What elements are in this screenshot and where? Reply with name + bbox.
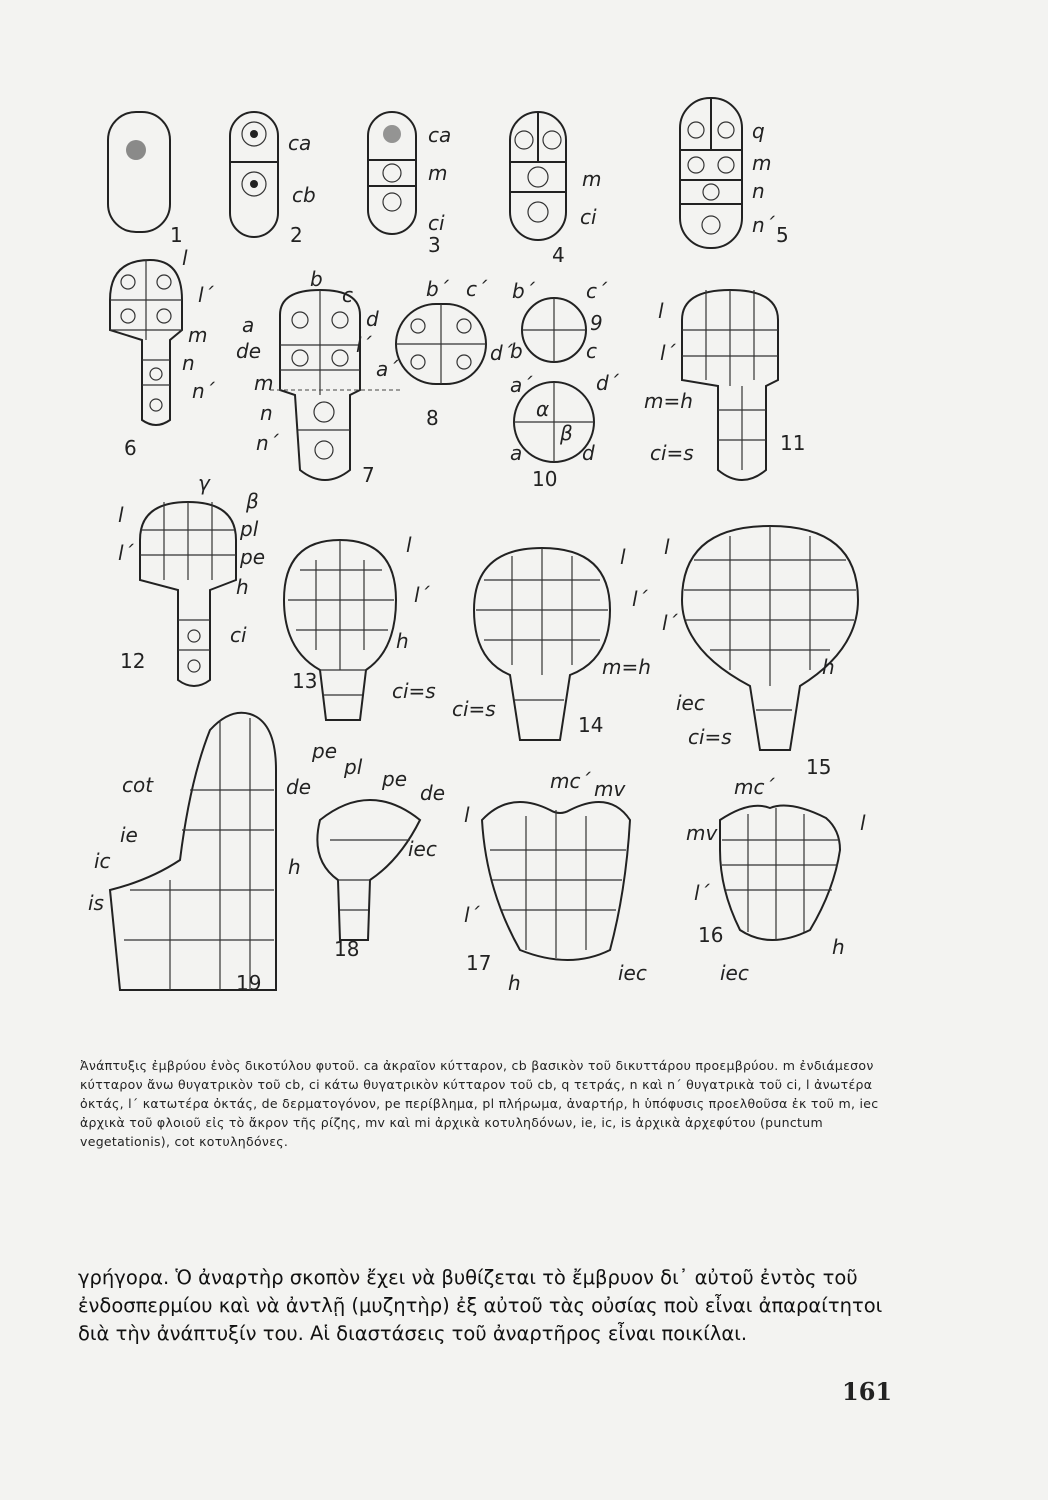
- page-number: 161: [842, 1377, 893, 1406]
- label-ca-3: ca: [428, 123, 452, 147]
- stage-number-5: 5: [776, 223, 789, 247]
- label-ci-eq-s-14: ci=s: [452, 697, 496, 721]
- label-n-5: n: [752, 179, 765, 203]
- label-ic-19: ic: [94, 849, 111, 873]
- label-l-prime-16: l΄: [694, 881, 710, 905]
- label-l-15: l: [664, 535, 670, 559]
- label-h-18: h: [288, 855, 301, 879]
- label-l-prime-8: l΄: [356, 333, 372, 357]
- label-ci-4: ci: [580, 205, 597, 229]
- stage-9-10-drawing: [510, 279, 620, 491]
- label-ie-19: ie: [120, 823, 138, 847]
- stage-number-17: 17: [466, 951, 492, 975]
- stage-5-drawing: [680, 98, 789, 248]
- stage-2-drawing: [230, 112, 316, 247]
- label-l-prime-14: l΄: [632, 587, 648, 611]
- label-b-prime-9: b΄: [512, 279, 535, 303]
- label-h-15: h: [822, 655, 835, 679]
- stage-19-drawing: [88, 713, 276, 995]
- label-d-7: d: [366, 307, 379, 331]
- label-iec-15: iec: [676, 691, 705, 715]
- label-ci-3: ci: [428, 211, 445, 235]
- stage-7-drawing: [236, 267, 379, 487]
- label-d-10: d: [582, 441, 595, 465]
- stage-15-drawing: [662, 526, 858, 779]
- label-cb: cb: [292, 183, 316, 207]
- stage-number-2: 2: [290, 223, 303, 247]
- figure-caption: [80, 1056, 910, 1151]
- label-l-prime-12: l΄: [118, 541, 134, 565]
- label-h-12: h: [236, 575, 249, 599]
- label-b-7: b: [310, 267, 323, 291]
- label-c-prime-9: c΄: [586, 279, 607, 303]
- label-l-prime-17: l΄: [464, 903, 480, 927]
- label-n-prime-5: n΄: [752, 213, 775, 237]
- stage-number-18: 18: [334, 937, 360, 961]
- label-m-eq-h-14: m=h: [602, 655, 651, 679]
- label-ci-12: ci: [230, 623, 247, 647]
- stage-number-10: 10: [532, 467, 558, 491]
- label-ci-eq-s-15: ci=s: [688, 725, 732, 749]
- stage-number-9: 9: [590, 311, 603, 335]
- stage-number-11: 11: [780, 431, 806, 455]
- label-b-9: b: [510, 339, 523, 363]
- label-n-prime-7: n΄: [256, 431, 279, 455]
- label-l-13: l: [406, 533, 412, 557]
- label-pe-12: pe: [240, 545, 265, 569]
- label-q-5: q: [752, 119, 765, 143]
- label-a-prime-8: a΄: [376, 357, 399, 381]
- label-c-prime-8: c΄: [466, 277, 487, 301]
- label-a-prime-10: a΄: [510, 373, 533, 397]
- label-gamma-12: γ: [198, 471, 210, 495]
- label-beta-10: β: [560, 421, 573, 445]
- stage-number-6: 6: [124, 436, 137, 460]
- stage-17-drawing: [464, 769, 647, 995]
- label-c-7: c: [342, 283, 353, 307]
- label-l-prime-13: l΄: [414, 583, 430, 607]
- label-iec-16: iec: [720, 961, 749, 985]
- label-m-5: m: [752, 151, 772, 175]
- label-m-6: m: [188, 323, 208, 347]
- label-pl-18: pl: [344, 755, 363, 779]
- label-m-3: m: [428, 161, 448, 185]
- label-mv-17: mv: [594, 777, 626, 801]
- stage-3-drawing: [368, 112, 451, 257]
- stage-number-15: 15: [806, 755, 832, 779]
- stage-13-drawing: [284, 533, 436, 720]
- stage-number-4: 4: [552, 243, 565, 267]
- stage-16-drawing: [686, 775, 866, 985]
- stage-18-drawing: [286, 739, 445, 961]
- stage-11-drawing: [644, 290, 805, 480]
- stage-number-1: 1: [170, 223, 183, 247]
- label-beta-12: β: [246, 489, 259, 513]
- stage-number-13: 13: [292, 669, 318, 693]
- embryo-development-figure: [70, 90, 970, 1030]
- label-d-prime-8: d΄: [490, 341, 513, 365]
- stage-number-12: 12: [120, 649, 146, 673]
- body-text: γρήγορα. Ὁ ἀναρτὴρ σκοπὸν ἔχει νὰ βυθίζεται τὸ ἔμβρυον δι᾽ αὐτοῦ ἐντὸς τοῦ ἐνδοσπερμίου καὶ νὰ ἀντλῇ (μυζητὴρ) ἐξ αὐτοῦ τὰς οὐσίας ποὺ εἶναι ἀπαραίτητοι διὰ τὴν ἀνάπτυξίν του. Αἱ διαστάσεις τοῦ ἀναρτῆρος εἶναι ποικίλαι.: [78, 1266, 883, 1345]
- label-l-11: l: [658, 299, 664, 323]
- label-m-4: m: [582, 167, 602, 191]
- label-pe-18: pe: [312, 739, 337, 763]
- label-de-18: de: [286, 775, 311, 799]
- body-paragraph: [78, 1264, 918, 1348]
- figure-drawing: [70, 90, 970, 1030]
- label-is-19: is: [88, 891, 104, 915]
- label-ca: ca: [288, 131, 312, 155]
- label-iec-17: iec: [618, 961, 647, 985]
- label-mc-prime-16: mc΄: [734, 775, 775, 799]
- label-l-prime-6: l΄: [198, 283, 214, 307]
- label-mc-prime-17: mc΄: [550, 769, 591, 793]
- label-ci-eq-s-11: ci=s: [650, 441, 694, 465]
- stage-6-drawing: [110, 246, 216, 460]
- stage-number-14: 14: [578, 713, 604, 737]
- stage-number-19: 19: [236, 971, 262, 995]
- label-de-7: de: [236, 339, 261, 363]
- stage-number-3: 3: [428, 233, 441, 257]
- stage-4-drawing: [510, 112, 601, 267]
- stage-1-drawing: [108, 112, 183, 247]
- label-alpha-10: α: [536, 397, 550, 421]
- label-a-10: a: [510, 441, 523, 465]
- label-l-12: l: [118, 503, 124, 527]
- label-iec-18: iec: [408, 837, 437, 861]
- label-h-16: h: [832, 935, 845, 959]
- label-pe-18b: pe: [382, 767, 407, 791]
- caption-text: Ἀνάπτυξις ἐμβρύου ἑνὸς δικοτύλου φυτοῦ. ca ἀκραῖον κύτταρον, cb βασικὸν τοῦ δικυττάρου προεμβρύου. m ἐνδιάμεσον κύτταρον ἄνω θυγατρικὸν τοῦ cb, ci κάτω θυγατρικὸν κύτταρον τοῦ cb, q τετράς, n καὶ n΄ θυγατρικὰ τοῦ ci, l ἀνωτέρα ὀκτάς, l΄ κατωτέρα ὀκτάς, de δερματογόνον, pe περίβλημα, pl πλήρωμα, ἀναρτήρ, h ὑπόφυσις προελθοῦσα ἐκ τοῦ m, iec ἀρχικὰ τοῦ φλοιοῦ εἰς τὸ ἄκρον τῆς ρίζης, mv καὶ mi ἀρχικὰ κοτυληδόνων, ie, ic, is ἀρχικὰ ἀρχεφύτου (punctum vegetationis), cot κοτυληδόνες.: [80, 1058, 879, 1149]
- label-l-prime-11: l΄: [660, 341, 676, 365]
- label-n-7: n: [260, 401, 273, 425]
- stage-14-drawing: [452, 545, 651, 740]
- label-l-14: l: [620, 545, 626, 569]
- stage-number-7: 7: [362, 463, 375, 487]
- label-n-6: n: [182, 351, 195, 375]
- label-l-17: l: [464, 803, 470, 827]
- stage-number-16: 16: [698, 923, 724, 947]
- label-d-prime-10: d΄: [596, 371, 619, 395]
- label-mv-16: mv: [686, 821, 718, 845]
- label-m-eq-h-11: m=h: [644, 389, 693, 413]
- label-l-16: l: [860, 811, 866, 835]
- label-l-prime-15: l΄: [662, 611, 678, 635]
- label-ci-eq-s-13: ci=s: [392, 679, 436, 703]
- stage-12-drawing: [118, 471, 265, 686]
- stage-number-8: 8: [426, 406, 439, 430]
- label-b-prime-8: b΄: [426, 277, 449, 301]
- label-pl-12: pl: [240, 517, 259, 541]
- label-h-17: h: [508, 971, 521, 995]
- label-de-18b: de: [420, 781, 445, 805]
- label-n-prime-6: n΄: [192, 379, 215, 403]
- label-l-6: l: [182, 246, 188, 270]
- label-a-7: a: [242, 313, 255, 337]
- label-c-9: c: [586, 339, 597, 363]
- label-h-13: h: [396, 629, 409, 653]
- label-m-7: m: [254, 371, 274, 395]
- label-cot-19: cot: [122, 773, 154, 797]
